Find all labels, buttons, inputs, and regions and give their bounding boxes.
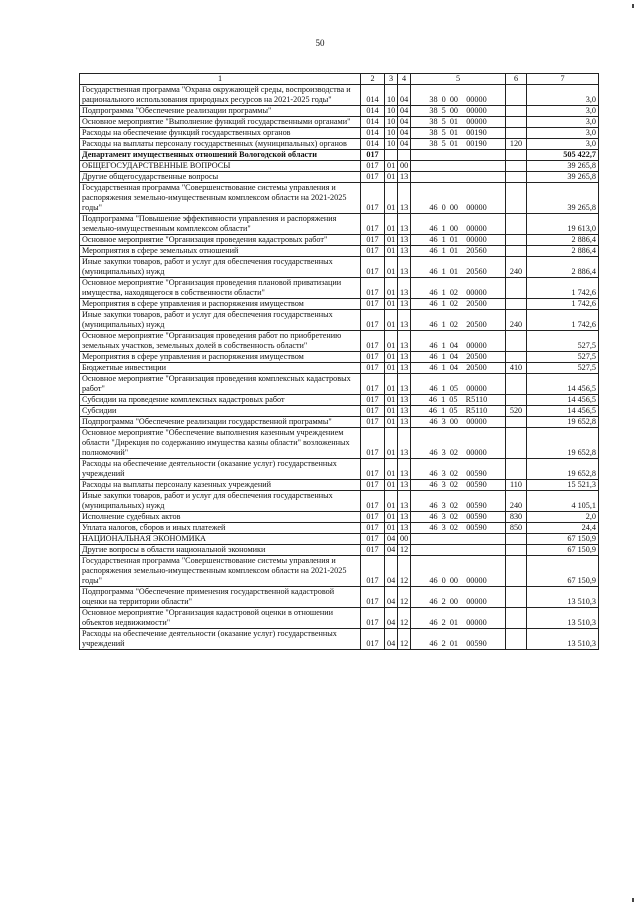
grbs-code-cell: 017: [361, 491, 385, 512]
expense-type-code-cell: [506, 459, 527, 480]
amount-cell: 3,0: [527, 139, 599, 150]
grbs-code-cell: 017: [361, 246, 385, 257]
grbs-code-cell: 017: [361, 331, 385, 352]
expense-type-code-cell: [506, 587, 527, 608]
expense-type-code-cell: [506, 161, 527, 172]
table-row: [80, 128, 599, 139]
table-row: [80, 299, 599, 310]
table-row: [80, 406, 599, 417]
table-row: [80, 556, 599, 587]
expense-type-code-cell: [506, 172, 527, 183]
table-row: [80, 331, 599, 352]
target-article-code-cell: [411, 172, 506, 183]
section-code-cell: 01: [385, 183, 398, 214]
subsection-code-cell: 12: [398, 629, 411, 650]
target-article-code-cell: 46 1 05 R5110: [411, 406, 506, 417]
grbs-code-cell: 014: [361, 85, 385, 106]
amount-cell: 67 150,9: [527, 534, 599, 545]
expense-type-code-cell: [506, 183, 527, 214]
target-article-code-cell: 38 5 00 00000: [411, 106, 506, 117]
grbs-code-cell: 017: [361, 299, 385, 310]
table-row: [80, 629, 599, 650]
table-row: [80, 117, 599, 128]
scan-edge-mark: [632, 4, 634, 8]
amount-cell: 14 456,5: [527, 406, 599, 417]
expense-type-code-cell: [506, 534, 527, 545]
target-article-code-cell: 38 5 01 00190: [411, 128, 506, 139]
budget-table: [79, 73, 599, 650]
section-code-cell: 01: [385, 246, 398, 257]
row-name-cell: Департамент имущественных отношений Вологодской области: [80, 150, 361, 161]
expense-type-code-cell: [506, 556, 527, 587]
target-article-code-cell: 38 0 00 00000: [411, 85, 506, 106]
grbs-code-cell: 017: [361, 214, 385, 235]
section-code-cell: 01: [385, 459, 398, 480]
target-article-code-cell: 46 1 04 00000: [411, 331, 506, 352]
subsection-code-cell: 04: [398, 85, 411, 106]
table-row: [80, 139, 599, 150]
expense-type-code-cell: [506, 331, 527, 352]
page-number: 50: [315, 38, 325, 48]
row-name-cell: Государственная программа "Охрана окружающей среды, воспроизводства и рационального использования природных ресурсов на 2021-2025 годы": [80, 85, 361, 106]
target-article-code-cell: 46 1 05 R5110: [411, 395, 506, 406]
amount-cell: 67 150,9: [527, 556, 599, 587]
amount-cell: 19 652,8: [527, 428, 599, 459]
grbs-code-cell: 017: [361, 363, 385, 374]
grbs-code-cell: 014: [361, 106, 385, 117]
target-article-code-cell: 46 3 02 00000: [411, 428, 506, 459]
row-name-cell: Субсидии на проведение комплексных кадастровых работ: [80, 395, 361, 406]
target-article-code-cell: 46 2 01 00590: [411, 629, 506, 650]
row-name-cell: Мероприятия в сфере земельных отношений: [80, 246, 361, 257]
subsection-code-cell: 13: [398, 257, 411, 278]
section-code-cell: 10: [385, 128, 398, 139]
amount-cell: 19 652,8: [527, 459, 599, 480]
grbs-code-cell: 014: [361, 139, 385, 150]
expense-type-code-cell: [506, 629, 527, 650]
amount-cell: 13 510,3: [527, 587, 599, 608]
row-name-cell: Субсидии: [80, 406, 361, 417]
grbs-code-cell: 017: [361, 545, 385, 556]
table-row: [80, 480, 599, 491]
section-code-cell: 01: [385, 374, 398, 395]
subsection-code-cell: 13: [398, 523, 411, 534]
table-row: [80, 428, 599, 459]
table-row: [80, 85, 599, 106]
section-code-cell: 01: [385, 331, 398, 352]
row-name-cell: Основное мероприятие "Обеспечение выполнения казенным учреждением области "Дирекция по содержанию имущества казны области" возложенных полномочий": [80, 428, 361, 459]
expense-type-code-cell: [506, 246, 527, 257]
expense-type-code-cell: [506, 150, 527, 161]
target-article-code-cell: 46 3 02 00590: [411, 491, 506, 512]
subsection-code-cell: 13: [398, 310, 411, 331]
row-name-cell: Подпрограмма "Обеспечение применения государственной кадастровой оценки на территории области": [80, 587, 361, 608]
row-name-cell: Мероприятия в сфере управления и распоряжения имуществом: [80, 352, 361, 363]
row-name-cell: Мероприятия в сфере управления и распоряжения имуществом: [80, 299, 361, 310]
grbs-code-cell: 017: [361, 556, 385, 587]
section-code-cell: 01: [385, 395, 398, 406]
row-name-cell: Основное мероприятие "Организация проведения плановой приватизации имущества, находящегося в собственности области": [80, 278, 361, 299]
subsection-code-cell: 13: [398, 352, 411, 363]
amount-cell: 3,0: [527, 85, 599, 106]
section-code-cell: 01: [385, 491, 398, 512]
section-code-cell: 10: [385, 106, 398, 117]
subsection-code-cell: 13: [398, 395, 411, 406]
grbs-code-cell: 017: [361, 512, 385, 523]
amount-cell: 527,5: [527, 331, 599, 352]
header-cell: 6: [506, 74, 527, 85]
subsection-code-cell: 13: [398, 491, 411, 512]
table-row: [80, 363, 599, 374]
subsection-code-cell: 13: [398, 374, 411, 395]
expense-type-code-cell: [506, 299, 527, 310]
section-code-cell: 04: [385, 587, 398, 608]
section-code-cell: 01: [385, 363, 398, 374]
grbs-code-cell: 017: [361, 183, 385, 214]
section-code-cell: 01: [385, 523, 398, 534]
target-article-code-cell: 46 1 05 00000: [411, 374, 506, 395]
amount-cell: 527,5: [527, 363, 599, 374]
subsection-code-cell: 04: [398, 128, 411, 139]
amount-cell: 2 886,4: [527, 246, 599, 257]
row-name-cell: НАЦИОНАЛЬНАЯ ЭКОНОМИКА: [80, 534, 361, 545]
subsection-code-cell: 13: [398, 246, 411, 257]
row-name-cell: Исполнение судебных актов: [80, 512, 361, 523]
target-article-code-cell: 46 1 01 20560: [411, 257, 506, 278]
subsection-code-cell: 13: [398, 183, 411, 214]
row-name-cell: Иные закупки товаров, работ и услуг для обеспечения государственных (муниципальных) нужд: [80, 491, 361, 512]
amount-cell: 3,0: [527, 117, 599, 128]
row-name-cell: Государственная программа "Совершенствование системы управления и распоряжения земельно-имущественным комплексом области на 2021-2025 годы": [80, 556, 361, 587]
table-header-row: [80, 74, 599, 85]
row-name-cell: Подпрограмма "Обеспечение реализации программы": [80, 106, 361, 117]
target-article-code-cell: 46 2 00 00000: [411, 587, 506, 608]
section-code-cell: 01: [385, 406, 398, 417]
amount-cell: 1 742,6: [527, 310, 599, 331]
row-name-cell: Расходы на выплаты персоналу государственных (муниципальных) органов: [80, 139, 361, 150]
subsection-code-cell: 13: [398, 331, 411, 352]
grbs-code-cell: 017: [361, 161, 385, 172]
grbs-code-cell: 017: [361, 428, 385, 459]
expense-type-code-cell: 240: [506, 257, 527, 278]
subsection-code-cell: [398, 150, 411, 161]
expense-type-code-cell: [506, 214, 527, 235]
table-row: [80, 235, 599, 246]
grbs-code-cell: 017: [361, 278, 385, 299]
amount-cell: 505 422,7: [527, 150, 599, 161]
grbs-code-cell: 017: [361, 395, 385, 406]
target-article-code-cell: 46 1 02 00000: [411, 278, 506, 299]
target-article-code-cell: 46 1 04 20500: [411, 352, 506, 363]
target-article-code-cell: 38 5 01 00190: [411, 139, 506, 150]
grbs-code-cell: 017: [361, 310, 385, 331]
target-article-code-cell: 46 3 02 00590: [411, 459, 506, 480]
table-row: [80, 161, 599, 172]
table-row: [80, 214, 599, 235]
amount-cell: 14 456,5: [527, 395, 599, 406]
expense-type-code-cell: [506, 374, 527, 395]
subsection-code-cell: 12: [398, 545, 411, 556]
table-row: [80, 172, 599, 183]
amount-cell: 39 265,8: [527, 183, 599, 214]
section-code-cell: 04: [385, 534, 398, 545]
subsection-code-cell: 04: [398, 106, 411, 117]
row-name-cell: Иные закупки товаров, работ и услуг для обеспечения государственных (муниципальных) нужд: [80, 257, 361, 278]
row-name-cell: Основное мероприятие "Организация проведения комплексных кадастровых работ": [80, 374, 361, 395]
target-article-code-cell: [411, 534, 506, 545]
subsection-code-cell: 13: [398, 214, 411, 235]
expense-type-code-cell: 850: [506, 523, 527, 534]
row-name-cell: Основное мероприятие "Организация проведения работ по приобретению земельных участков, земельных долей в собственность области": [80, 331, 361, 352]
row-name-cell: Основное мероприятие "Организация проведения кадастровых работ": [80, 235, 361, 246]
table-row: [80, 395, 599, 406]
subsection-code-cell: 13: [398, 299, 411, 310]
subsection-code-cell: 13: [398, 459, 411, 480]
amount-cell: 19 652,8: [527, 417, 599, 428]
target-article-code-cell: 46 3 02 00590: [411, 512, 506, 523]
subsection-code-cell: 13: [398, 428, 411, 459]
target-article-code-cell: [411, 161, 506, 172]
expense-type-code-cell: 410: [506, 363, 527, 374]
row-name-cell: Подпрограмма "Повышение эффективности управления и распоряжения земельно-имущественным комплексом области": [80, 214, 361, 235]
header-cell: 5: [411, 74, 506, 85]
section-code-cell: 01: [385, 512, 398, 523]
table-row: [80, 523, 599, 534]
subsection-code-cell: 04: [398, 117, 411, 128]
row-name-cell: Подпрограмма "Обеспечение реализации государственной программы": [80, 417, 361, 428]
subsection-code-cell: 13: [398, 406, 411, 417]
amount-cell: 39 265,8: [527, 172, 599, 183]
row-name-cell: ОБЩЕГОСУДАРСТВЕННЫЕ ВОПРОСЫ: [80, 161, 361, 172]
expense-type-code-cell: [506, 117, 527, 128]
grbs-code-cell: 017: [361, 172, 385, 183]
section-code-cell: 01: [385, 214, 398, 235]
subsection-code-cell: 12: [398, 587, 411, 608]
section-code-cell: 01: [385, 417, 398, 428]
grbs-code-cell: 017: [361, 587, 385, 608]
grbs-code-cell: 017: [361, 459, 385, 480]
row-name-cell: Другие общегосударственные вопросы: [80, 172, 361, 183]
grbs-code-cell: 017: [361, 417, 385, 428]
grbs-code-cell: 017: [361, 235, 385, 246]
target-article-code-cell: 46 3 02 00590: [411, 480, 506, 491]
header-cell: 2: [361, 74, 385, 85]
grbs-code-cell: 017: [361, 608, 385, 629]
target-article-code-cell: 46 3 00 00000: [411, 417, 506, 428]
section-code-cell: 01: [385, 310, 398, 331]
target-article-code-cell: [411, 545, 506, 556]
section-code-cell: 10: [385, 85, 398, 106]
subsection-code-cell: 13: [398, 480, 411, 491]
amount-cell: 19 613,0: [527, 214, 599, 235]
table-row: [80, 608, 599, 629]
grbs-code-cell: 017: [361, 480, 385, 491]
target-article-code-cell: [411, 150, 506, 161]
section-code-cell: 04: [385, 556, 398, 587]
target-article-code-cell: 46 2 01 00000: [411, 608, 506, 629]
row-name-cell: Расходы на обеспечение функций государственных органов: [80, 128, 361, 139]
table-row: [80, 534, 599, 545]
expense-type-code-cell: [506, 395, 527, 406]
subsection-code-cell: 13: [398, 417, 411, 428]
expense-type-code-cell: [506, 608, 527, 629]
expense-type-code-cell: 120: [506, 139, 527, 150]
subsection-code-cell: 13: [398, 235, 411, 246]
amount-cell: 67 150,9: [527, 545, 599, 556]
amount-cell: 15 521,3: [527, 480, 599, 491]
subsection-code-cell: 13: [398, 278, 411, 299]
section-code-cell: 01: [385, 172, 398, 183]
amount-cell: 2 886,4: [527, 235, 599, 246]
section-code-cell: 10: [385, 117, 398, 128]
grbs-code-cell: 017: [361, 352, 385, 363]
expense-type-code-cell: [506, 278, 527, 299]
header-cell: 4: [398, 74, 411, 85]
section-code-cell: 04: [385, 629, 398, 650]
amount-cell: 39 265,8: [527, 161, 599, 172]
section-code-cell: 01: [385, 235, 398, 246]
grbs-code-cell: 014: [361, 117, 385, 128]
row-name-cell: Государственная программа "Совершенствование системы управления и распоряжения земельно-имущественным комплексом области на 2021-2025 годы": [80, 183, 361, 214]
target-article-code-cell: 46 1 00 00000: [411, 214, 506, 235]
grbs-code-cell: 017: [361, 257, 385, 278]
table-row: [80, 459, 599, 480]
target-article-code-cell: 46 0 00 00000: [411, 183, 506, 214]
subsection-code-cell: 00: [398, 534, 411, 545]
row-name-cell: Иные закупки товаров, работ и услуг для обеспечения государственных (муниципальных) нужд: [80, 310, 361, 331]
row-name-cell: Другие вопросы в области национальной экономики: [80, 545, 361, 556]
expense-type-code-cell: [506, 428, 527, 459]
section-code-cell: 01: [385, 257, 398, 278]
row-name-cell: Уплата налогов, сборов и иных платежей: [80, 523, 361, 534]
subsection-code-cell: 04: [398, 139, 411, 150]
expense-type-code-cell: 240: [506, 310, 527, 331]
expense-type-code-cell: 240: [506, 491, 527, 512]
section-code-cell: 01: [385, 299, 398, 310]
section-code-cell: [385, 150, 398, 161]
amount-cell: 24,4: [527, 523, 599, 534]
table-row: [80, 491, 599, 512]
table-row: [80, 183, 599, 214]
table-row: [80, 512, 599, 523]
table-row: [80, 374, 599, 395]
section-code-cell: 01: [385, 428, 398, 459]
expense-type-code-cell: [506, 545, 527, 556]
grbs-code-cell: 017: [361, 523, 385, 534]
subsection-code-cell: 00: [398, 161, 411, 172]
target-article-code-cell: 46 1 02 20500: [411, 299, 506, 310]
subsection-code-cell: 13: [398, 512, 411, 523]
expense-type-code-cell: [506, 235, 527, 246]
row-name-cell: Расходы на выплаты персоналу казенных учреждений: [80, 480, 361, 491]
table-row: [80, 545, 599, 556]
table-row: [80, 257, 599, 278]
subsection-code-cell: 12: [398, 608, 411, 629]
grbs-code-cell: 017: [361, 534, 385, 545]
expense-type-code-cell: [506, 352, 527, 363]
subsection-code-cell: 13: [398, 363, 411, 374]
table-row: [80, 310, 599, 331]
row-name-cell: Расходы на обеспечение деятельности (оказание услуг) государственных учреждений: [80, 459, 361, 480]
section-code-cell: 01: [385, 278, 398, 299]
expense-type-code-cell: 830: [506, 512, 527, 523]
subsection-code-cell: 13: [398, 172, 411, 183]
table-row: [80, 417, 599, 428]
table-row: [80, 106, 599, 117]
subsection-code-cell: 12: [398, 556, 411, 587]
target-article-code-cell: 46 1 01 00000: [411, 235, 506, 246]
header-cell: 7: [527, 74, 599, 85]
expense-type-code-cell: [506, 85, 527, 106]
target-article-code-cell: 46 3 02 00590: [411, 523, 506, 534]
target-article-code-cell: 46 1 02 20500: [411, 310, 506, 331]
section-code-cell: 10: [385, 139, 398, 150]
table-row: [80, 246, 599, 257]
amount-cell: 3,0: [527, 128, 599, 139]
target-article-code-cell: 46 0 00 00000: [411, 556, 506, 587]
table-row: [80, 278, 599, 299]
expense-type-code-cell: [506, 106, 527, 117]
expense-type-code-cell: [506, 417, 527, 428]
expense-type-code-cell: 110: [506, 480, 527, 491]
target-article-code-cell: 46 1 04 20500: [411, 363, 506, 374]
header-cell: 3: [385, 74, 398, 85]
scan-edge-mark: [632, 898, 634, 902]
amount-cell: 1 742,6: [527, 299, 599, 310]
grbs-code-cell: 017: [361, 150, 385, 161]
amount-cell: 2,0: [527, 512, 599, 523]
amount-cell: 13 510,3: [527, 629, 599, 650]
amount-cell: 2 886,4: [527, 257, 599, 278]
section-code-cell: 01: [385, 480, 398, 491]
section-code-cell: 01: [385, 161, 398, 172]
expense-type-code-cell: [506, 128, 527, 139]
table-row: [80, 150, 599, 161]
amount-cell: 4 105,1: [527, 491, 599, 512]
amount-cell: 3,0: [527, 106, 599, 117]
section-code-cell: 04: [385, 608, 398, 629]
expense-type-code-cell: 520: [506, 406, 527, 417]
target-article-code-cell: 38 5 01 00000: [411, 117, 506, 128]
section-code-cell: 01: [385, 352, 398, 363]
table-row: [80, 587, 599, 608]
row-name-cell: Основное мероприятие "Выполнение функций государственными органами": [80, 117, 361, 128]
section-code-cell: 04: [385, 545, 398, 556]
grbs-code-cell: 017: [361, 374, 385, 395]
amount-cell: 13 510,3: [527, 608, 599, 629]
grbs-code-cell: 014: [361, 128, 385, 139]
table-row: [80, 352, 599, 363]
amount-cell: 14 456,5: [527, 374, 599, 395]
amount-cell: 527,5: [527, 352, 599, 363]
grbs-code-cell: 017: [361, 406, 385, 417]
grbs-code-cell: 017: [361, 629, 385, 650]
header-cell: 1: [80, 74, 361, 85]
amount-cell: 1 742,6: [527, 278, 599, 299]
row-name-cell: Основное мероприятие "Организация кадастровой оценки в отношении объектов недвижимости": [80, 608, 361, 629]
row-name-cell: Расходы на обеспечение деятельности (оказание услуг) государственных учреждений: [80, 629, 361, 650]
target-article-code-cell: 46 1 01 20560: [411, 246, 506, 257]
row-name-cell: Бюджетные инвестиции: [80, 363, 361, 374]
